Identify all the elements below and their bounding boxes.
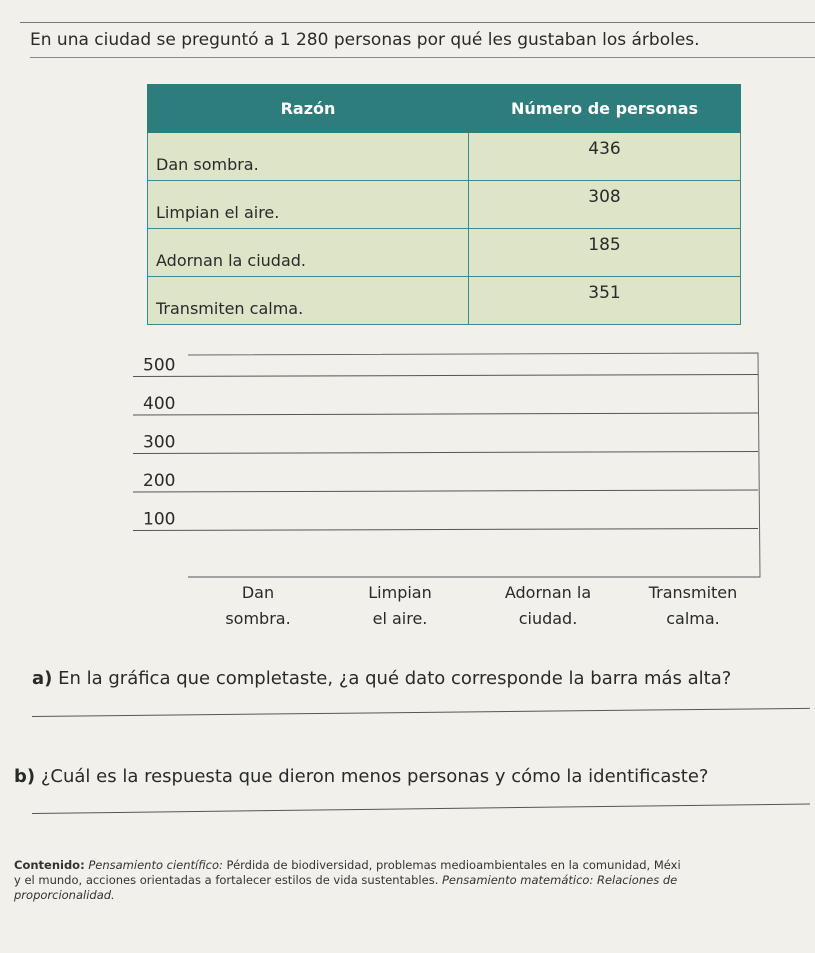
intro-rule [30, 57, 815, 58]
table-row [148, 133, 741, 181]
question-a-text: En la gráfica que completaste, ¿a qué dato corresponde la barra más alta? [58, 668, 732, 689]
table-row [148, 181, 741, 229]
reason-cell: Dan sombra. [148, 133, 469, 181]
question-a [32, 668, 731, 689]
y-tick-label: 200 [143, 471, 176, 491]
reason-cell: Transmiten calma. [148, 277, 469, 325]
intro-text: En una ciudad se preguntó a 1 280 personas por qué les gustaban los árboles. [30, 30, 700, 50]
x-tick-label: Transmiten [648, 583, 738, 602]
reason-cell: Adornan la ciudad. [148, 229, 469, 277]
count-cell: 351 [469, 277, 741, 325]
y-tick-label: 100 [143, 509, 176, 530]
count-cell: 436 [469, 133, 741, 181]
header-reason: Razón [148, 85, 469, 133]
header-count: Número de personas [469, 85, 741, 133]
gridline [133, 529, 758, 531]
footer-content [14, 858, 814, 903]
answer-line-b[interactable] [32, 803, 810, 814]
count-cell: 308 [469, 181, 741, 229]
y-tick-label: 500 [143, 355, 176, 376]
footer-line-2 [14, 873, 814, 888]
footer-text-1: Pérdida de biodiversidad, problemas medioambientales en la comunidad, Méxi [226, 858, 681, 872]
question-b [14, 766, 708, 787]
footer-text-3: Relaciones de [596, 873, 678, 887]
x-tick-label: sombra. [225, 609, 291, 628]
x-tick-label: Limpian [368, 583, 432, 602]
x-tick-label: Dan [241, 583, 275, 602]
footer-subject-1: Pensamiento científico: [88, 858, 223, 872]
footer-line-3 [14, 888, 814, 903]
data-table [147, 84, 741, 325]
x-tick-label: calma. [666, 609, 720, 628]
x-tick-label: ciudad. [518, 609, 578, 628]
top-rule [20, 22, 815, 23]
footer-line-1 [14, 858, 814, 873]
reason-cell: Limpian el aire. [148, 181, 469, 229]
table-row [148, 229, 741, 277]
y-tick-label: 300 [143, 432, 176, 453]
answer-line-a[interactable] [32, 708, 810, 717]
footer-text-2: y el mundo, acciones orientadas a fortalecer estilos de vida sustentables. [14, 873, 439, 887]
question-b-letter: b) [14, 766, 36, 787]
gridline [133, 490, 758, 492]
table-row [148, 277, 741, 325]
question-b-text: ¿Cuál es la respuesta que dieron menos personas y cómo la identificaste? [40, 766, 709, 787]
x-tick-label: Adornan la [504, 583, 592, 602]
gridline [133, 452, 758, 454]
count-cell: 185 [469, 229, 741, 277]
chart-frame [188, 353, 760, 577]
footer-subject-2: Pensamiento matemático: [442, 873, 594, 887]
x-tick-label: el aire. [372, 609, 428, 628]
gridline [133, 413, 758, 415]
footer-text-4: proporcionalidad. [14, 888, 115, 902]
footer-label: Contenido: [14, 858, 85, 872]
table-header-row [148, 85, 741, 133]
question-a-letter: a) [32, 668, 53, 689]
gridline [133, 375, 758, 377]
y-tick-label: 400 [143, 394, 176, 414]
